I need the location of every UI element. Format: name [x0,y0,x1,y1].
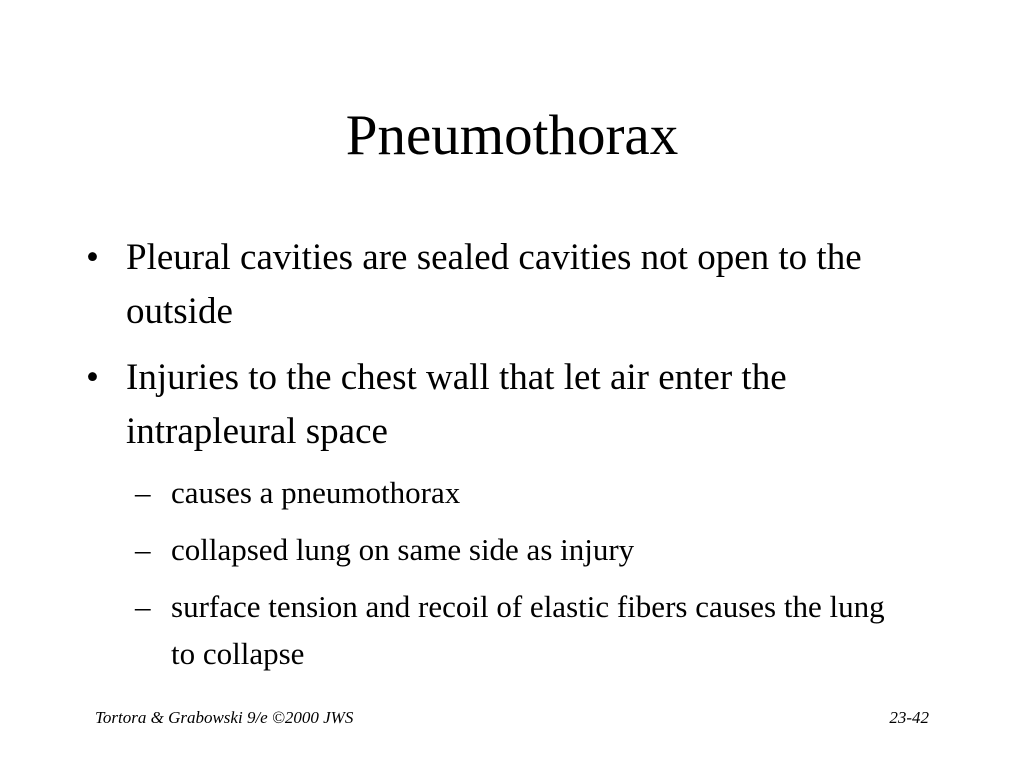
sub-bullet-marker: – [135,475,151,510]
sub-bullet-text: collapsed lung on same side as injury [171,532,635,567]
sub-bullet-text: surface tension and recoil of elastic fibers causes the lung to collapse [171,589,885,671]
bullet-marker: • [86,357,99,398]
sub-bullet-text: causes a pneumothorax [171,475,461,510]
bullet-text: Pleural cavities are sealed cavities not open to the outside [126,237,862,332]
sub-bullet-marker: – [135,532,151,567]
bullet-marker: • [86,237,99,278]
sub-bullet-marker: – [135,589,151,624]
footer-citation: Tortora & Grabowski 9/e ©2000 JWS [95,708,354,727]
bullet-text: Injuries to the chest wall that let air enter the intrapleural space [126,357,787,452]
slide-title: Pneumothorax [345,104,679,167]
slide-number: 23-42 [889,708,929,727]
